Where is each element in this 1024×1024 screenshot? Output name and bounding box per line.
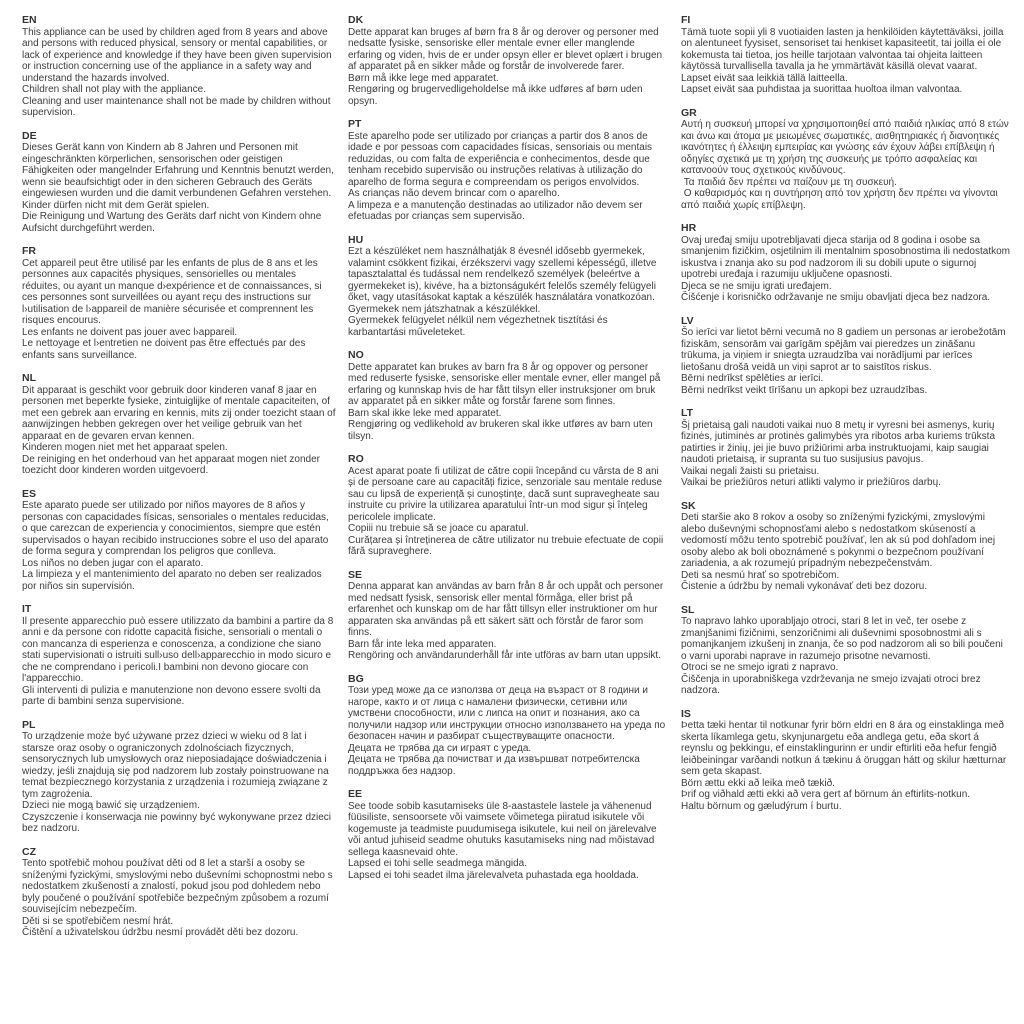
paragraph: Čiščenja in uporabniškega vzdrževanja ne smejo izvajati otroci brez nadzora. xyxy=(681,673,984,696)
paragraph: This appliance can be used by children aged from 8 years and above and persons with reduced physical, sensory or mental capabilities, or lack of experience and knowledge if they have been given supervision or instruction concerning use of the appliance in a safety way and understand the hazards involved. xyxy=(22,26,335,84)
paragraph: Curățarea și întreținerea de către utilizator nu trebuie efectuate de copii fără supraveghere. xyxy=(348,534,666,557)
paragraph: Þetta tæki hentar til notkunar fyrir börn eldri en 8 ára og einstaklinga með skerta líkamlega getu, skynjunargetu eða andlega getu, eða skort á reynslu og þekkingu, ef einstaklingurinn er undir eftirliti eða hefur fengið leiðbeiningar varðandi notkun á tækinu á öruggan hátt og skilur hætturnar sem geta skapast. xyxy=(681,720,1009,777)
language-code-pl: PL xyxy=(22,718,36,731)
section-body-hr xyxy=(681,235,1011,304)
language-code-nl: NL xyxy=(22,372,36,384)
language-code-pt: PT xyxy=(348,118,362,130)
section-hr xyxy=(681,223,1011,304)
section-hu xyxy=(348,235,666,339)
paragraph: Lapsed ei tohi selle seadmega mängida. xyxy=(348,858,528,869)
paragraph: Il presente apparecchio può essere utilizzato da bambini a partire da 8 anni e da persone con ridotte capacità fisiche, sensoriali o mentali o con mancanza di esperienza e conoscenza, a condizione che siano stati supervisionati o istruiti sull›uso dell›apparecchio in modo sicuro e che ne comprendano i pericoli.I bambini non devono giocare con l'apparecchio. xyxy=(22,615,337,684)
paragraph: Cleaning and user maintenance shall not be made by children without supervision. xyxy=(22,95,334,118)
section-bg xyxy=(348,674,666,778)
section-body-cz xyxy=(22,858,336,939)
paragraph: Haltu börnum og gæludýrum í burtu. xyxy=(681,800,842,812)
section-body-lv xyxy=(681,327,1011,396)
paragraph: Denna apparat kan användas av barn från 8 år och uppåt och personer med nedsatt fysisk, sensorisk eller mental förmåga, eller brist på erfarenhet och kunskap om de har fått tillsyn eller instruktioner om hur apparaten ska användas på ett säkert sätt och förstår de faror som finns. xyxy=(348,581,666,638)
paragraph: Ovaj uređaj smiju upotrebljavati djeca starija od 8 godina i osobe sa smanjenim fizičkim, osjetilnim ili mentalnim sposobnostima ili nedostatkom iskustva i znanja ako su pod nadzorom ili su dobili upute o sigurnoj upotrebi uređaja i razumiju uključene opasnosti. xyxy=(681,234,1013,280)
section-dk xyxy=(348,15,666,107)
section-body-fi xyxy=(681,27,1011,96)
section-body-pl xyxy=(22,731,336,835)
column-1 xyxy=(22,14,339,951)
language-code-fi: FI xyxy=(681,14,691,26)
paragraph: Deti staršie ako 8 rokov a osoby so zníženými fyzickými, zmyslovými alebo duševnými schopnosťami alebo s nedostatkom skúseností a vedomostí môžu tento spotrebič používať, len ak sú pod dohľadom inej osoby alebo ak boli oboznámené s pokynmi o bezpečnom používaní zariadenia, a ak rozumejú prípadným nebezpečenstvám. xyxy=(681,512,998,569)
paragraph: Gli interventi di pulizia e manutenzione non devono essere svolti da parte di bambini senza supervisione. xyxy=(22,684,324,707)
paragraph: Ezt a készüléket nem használhatják 8 évesnél idősebb gyermekek, valamint csökkent fizikai, érzékszervi vagy szellemi képességű, illetve tapasztalattal és tudással nem rendelkező személyek (beleértve a gyermekeket is), kivéve, ha a biztonságukért felelős személy felügyeli őket, vagy utasításokat kaptak a készülék használatára vonatkozóan. xyxy=(348,246,660,303)
section-ro xyxy=(348,454,666,558)
language-code-se: SE xyxy=(348,568,363,581)
paragraph: Bērni nedrīkst spēlēties ar ierīci. xyxy=(681,373,824,384)
paragraph: Ο καθαρισμός και η συντήρηση από τον χρήστη δεν πρέπει να γίνονται από παιδιά χωρίς επίβλεψη. xyxy=(681,188,1001,211)
paragraph: Този уред може да се използва от деца на възраст от 8 години и нагоре, както и от лица с намалени физически, сетивни или умствени способности, или с липса на опит и познания, ако са получили надзор или инструкции относно използването на уреда по безопасен начин и разбират съществуващите опасности. xyxy=(348,685,668,742)
paragraph: To urządzenie może być używane przez dzieci w wieku od 8 lat i starsze oraz osoby o ograniczonych zdolnościach fizycznych, sensorycznych lub umysłowych oraz nieposiadające doświadczenia i wiedzy, jeśli znajdują się pod nadzorem lub zostały poinstruowane na temat bezpiecznego korzystania z urządzenia i rozumieją związane z tym zagrożenia. xyxy=(22,731,332,800)
language-code-lv: LV xyxy=(681,314,694,327)
section-body-ee xyxy=(348,801,666,882)
paragraph: Cet appareil peut être utilisé par les enfants de plus de 8 ans et les personnes aux capacités physiques, sensorielles ou mentales réduites, ou ayant un manque d›expérience et de connaissances, si ces personnes sont surveillées ou ayant reçu des instructions sur l›utilisation de l›appareil de manière sécurisée et comprennent les risques encourus. xyxy=(22,257,325,326)
section-gr xyxy=(681,108,1011,212)
paragraph: Децата не трябва да си играят с уреда. xyxy=(348,742,532,754)
language-code-sl: SL xyxy=(681,603,695,616)
paragraph: Vaikai be priežiūros neturi atlikti valymo ir priežiūros darbų. xyxy=(681,477,941,488)
paragraph: Dieses Gerät kann von Kindern ab 8 Jahren und Personen mit eingeschränkten körperlichen, sensorischen oder geistigen Fähigkeiten oder mangelnder Erfahrung und Kenntnis benutzt werden, wenn sie beaufsichtigt oder in den sicheren Gebrauch des Geräts eingewiesen wurden und die damit verbundenen Gefahren verstehen. xyxy=(22,142,337,199)
paragraph: Barn skal ikke leke med apparatet. xyxy=(348,407,502,419)
language-code-ee: EE xyxy=(348,788,363,800)
column-2 xyxy=(348,15,666,893)
paragraph: Czyszczenie i konserwacja nie powinny być wykonywane przez dzieci bez nadzoru. xyxy=(22,811,334,834)
paragraph: Los niños no deben jugar con el aparato. xyxy=(22,557,204,569)
language-code-is: IS xyxy=(681,707,691,720)
section-body-ro xyxy=(348,466,666,558)
paragraph: Acest aparat poate fi utilizat de către copii începând cu vârsta de 8 ani și de persoane care au capacități fizice, senzoriale sau mentale reduse sau cu lipsă de experiență și cunoștințe, dacă sunt supravegheate sau instruite cu privire la utilizarea aparatului într-un mod sigur și înțeleg pericolele implicate. xyxy=(348,465,665,523)
paragraph: See toode sobib kasutamiseks üle 8-aastastele lastele ja vähenenud füüsiliste, sensoorsete või vaimsete võimetega piiratud isikutele või kogemuste ja teadmiste puudumisega isikutele, kui neil on järelevalve või antud juhiseid seadme ohutuks kasutamiseks ning nad mõistavad sellega kaasnevaid ohte. xyxy=(348,800,660,858)
language-code-sk: SK xyxy=(681,499,696,512)
paragraph: Lapset eivät saa puhdistaa ja suorittaa huoltoa ilman valvontaa. xyxy=(681,84,963,95)
paragraph: De reiniging en het onderhoud van het apparaat mogen niet zonder toezicht door kinderen worden uitgevoerd. xyxy=(22,453,323,476)
paragraph: A limpeza e a manutenção destinadas ao utilizador não devem ser efetuadas por crianças sem supervisão. xyxy=(348,199,646,222)
paragraph: Les enfants ne doivent pas jouer avec l›appareil. xyxy=(22,326,238,338)
section-se xyxy=(348,570,666,662)
language-code-hr: HR xyxy=(681,222,697,234)
paragraph: Gyermekek felügyelet nélkül nem végezhetnek tisztítási és karbantartási műveleteket. xyxy=(348,315,611,338)
paragraph: Este aparelho pode ser utilizado por crianças a partir dos 8 anos de idade e por pessoas com capacidades físicas, sensoriais ou mentais reduzidas, ou com falta de experiência e conhecimentos, desde que tenham recebido supervisão ou instruções relativas à utilização do aparelho de forma segura e compreendam os perigos envolvidos. xyxy=(348,130,655,188)
section-body-dk xyxy=(348,27,666,108)
section-is xyxy=(681,709,1011,813)
section-en xyxy=(22,15,336,119)
language-code-bg: BG xyxy=(348,672,364,685)
section-body-es xyxy=(22,500,336,592)
section-body-bg xyxy=(348,685,666,777)
paragraph: Čišćenje i korisničko održavanje ne smiju obavljati djeca bez nadzora. xyxy=(681,292,991,303)
paragraph: Αυτή η συσκευή μπορεί να χρησιμοποιηθεί από παιδιά ηλικίας από 8 ετών και άνω και άτομα με μειωμένες σωματικές, αισθητηριακές ή διανοητικές ικανότητες ή έλλειψη εμπειρίας και γνώσης εάν έχουν λάβει επίβλεψη ή οδηγίες σχετικά με τη χρήση της συσκευής με τρόπο ασφαλείας και κατανοούν τους σχετικούς κινδύνους. xyxy=(681,119,1012,176)
paragraph: Lapset eivät saa leikkiä tällä laitteella. xyxy=(681,72,848,84)
section-sk xyxy=(681,501,1011,593)
section-cz xyxy=(22,847,336,939)
language-code-hu: HU xyxy=(348,233,364,246)
paragraph: Dette apparatet kan brukes av barn fra 8 år og oppover og personer med reduserte fysiske, sensoriske eller mentale evner, eller mangel på erfaring og kunnskap hvis de har fått tilsyn eller instruksjoner om bruk av apparatet på en sikker måte og forstår farene som finnes. xyxy=(348,361,664,407)
language-code-gr: GR xyxy=(681,106,697,119)
paragraph: As crianças não devem brincar com o aparelho. xyxy=(348,188,560,199)
section-de xyxy=(22,131,336,235)
language-code-de: DE xyxy=(22,129,37,142)
language-code-fr: FR xyxy=(22,245,36,257)
paragraph: Rengjøring og vedlikehold av brukeren skal ikke utføres av barn uten tilsyn. xyxy=(348,419,656,442)
paragraph: Dzieci nie mogą bawić się urządzeniem. xyxy=(22,800,200,811)
paragraph: Otroci se ne smejo igrati z napravo. xyxy=(681,662,839,673)
section-body-en xyxy=(22,27,336,119)
paragraph: To napravo lahko uporabljajo otroci, stari 8 let in več, ter osebe z zmanjšanimi fizičnimi, senzoričnimi ali duševnimi sposobnostmi ali s pomanjkanjem izkušenj in znanja, če so pod nadzorom ali so bili poučeni o varni uporabi naprave in razumejo prisotne nevarnosti. xyxy=(681,616,1006,662)
section-body-fr xyxy=(22,258,336,362)
paragraph: Börn ættu ekki að leika með tækið. xyxy=(681,777,835,789)
section-fi xyxy=(681,15,1011,96)
paragraph: Šį prietaisą gali naudoti vaikai nuo 8 metų ir vyresni bei asmenys, kurių fizinės, jutiminės ar protinės galimybės yra ribotos arba kuriems trūksta patirties ir žinių, jei jie buvo prižiūrimi arba instruktuojami, kaip saugiai naudoti prietaisą, ir supranta su tuo susijusius pavojus. xyxy=(681,419,998,465)
section-body-pt xyxy=(348,131,666,223)
paragraph: Rengøring og brugervedligeholdelse må ikke udføres af børn uden opsyn. xyxy=(348,84,646,107)
paragraph: Djeca se ne smiju igrati uređajem. xyxy=(681,280,832,292)
section-body-nl xyxy=(22,384,339,477)
paragraph: Šo ierīci var lietot bērni vecumā no 8 gadiem un personas ar ierobežotām fiziskām, sensorām vai garīgām spējām vai pieredzes un zināšanu trūkuma, ja viņiem ir sniegta uzraudzība vai norādījumi par ierīces lietošanu drošā veidā un viņi saprot ar to saistītos riskus. xyxy=(681,327,1009,373)
paragraph: Este aparato puede ser utilizado por niños mayores de 8 años y personas con capacidades físicas, sensoriales o mentales reducidas, o que carezcan de experiencia y conocimientos, siempre que estén supervisados o hayan recibido instrucciones sobre el uso del aparato de forma segura y comprendan los peligros que conlleva. xyxy=(22,500,332,557)
section-es xyxy=(22,489,336,593)
paragraph: Tämä tuote sopii yli 8 vuotiaiden lasten ja henkilöiden käytettäväksi, joilla on alentuneet fyysiset, sensoriset tai henkiset kapasiteetit, tai joilla ei ole kokemusta tai tietoa, jos heille tarjotaan valvontaa tai ohjeita laitteen käytössä turvallisella tavalla ja he ymmärtävät käsillä olevat vaarat. xyxy=(681,26,1007,72)
language-code-ro: RO xyxy=(348,453,364,465)
section-pl xyxy=(22,720,336,835)
paragraph: Children shall not play with the appliance. xyxy=(22,84,206,95)
paragraph: Deti sa nesmú hrať so spotrebičom. xyxy=(681,569,840,581)
paragraph: La limpieza y el mantenimiento del aparato no deben ser realizados por niños sin supervisión. xyxy=(22,569,325,592)
paragraph: Децата не трябва да почистват и да извършват потребителска поддръжка без надзор. xyxy=(348,754,643,777)
section-body-de xyxy=(22,142,336,234)
paragraph: Lapsed ei tohi seadet ilma järelevalveta puhastada ega hooldada. xyxy=(348,869,639,881)
section-body-lt xyxy=(681,420,1011,489)
section-body-is xyxy=(681,720,1011,812)
paragraph: Čištění a uživatelskou údržbu nesmí provádět děti bez dozoru. xyxy=(22,927,299,938)
paragraph: Børn må ikke lege med apparatet. xyxy=(348,72,499,84)
section-body-no xyxy=(348,362,666,443)
section-body-sk xyxy=(681,512,1011,593)
language-code-dk: DK xyxy=(348,14,364,26)
paragraph: Þrif og viðhald ætti ekki að vera gert af börnum án eftirlits-notkun. xyxy=(681,789,971,800)
section-lv xyxy=(681,316,1011,397)
paragraph: Čistenie a údržbu by nemali vykonávať deti bez dozoru. xyxy=(681,581,928,592)
section-sl xyxy=(681,605,1011,697)
section-body-se xyxy=(348,581,666,662)
paragraph: Copiii nu trebuie să se joace cu aparatul. xyxy=(348,523,529,534)
section-body-gr xyxy=(681,119,1011,211)
paragraph: Vaikai negali žaisti su prietaisu. xyxy=(681,465,820,477)
section-fr xyxy=(22,246,336,361)
paragraph: Dit apparaat is geschikt voor gebruik door kinderen vanaf 8 jaar en personen met beperkte fysieke, zintuiglijke of mentale capaciteiten, of met een gebrek aan ervaring en kennis, mits zij onder toezicht staan of aanwijzingen hebben gekregen over het veilige gebruik van het apparaat en de gevaren ervan kennen. xyxy=(22,384,339,442)
section-body-hu xyxy=(348,246,666,338)
section-body-sl xyxy=(681,616,1011,697)
column-3 xyxy=(681,15,1011,824)
language-code-en: EN xyxy=(22,14,37,26)
paragraph: Le nettoyage et l›entretien ne doivent pas être effectués par des enfants sans surveillance. xyxy=(22,338,309,361)
paragraph: Kinderen mogen niet met het apparaat spelen. xyxy=(22,442,228,453)
paragraph: Τα παιδιά δεν πρέπει να παίζουν με τη συσκευή. xyxy=(681,176,897,188)
paragraph: Bērni nedrīkst veikt tīrīšanu un apkopi bez uzraudzības. xyxy=(681,384,928,396)
section-it xyxy=(22,604,336,708)
section-no xyxy=(348,350,666,442)
paragraph: Tento spotřebič mohou používat děti od 8 let a starší a osoby se sníženými fyzickými, smyslovými nebo duševními schopnostmi nebo s nedostatkem zkušeností a znalostí, pokud jsou pod dohledem nebo byly poučené o používání spotřebiče bezpečným způsobem a rozumí souvisejícím nebezpečím. xyxy=(22,858,336,915)
paragraph: Kinder dürfen nicht mit dem Gerät spielen. xyxy=(22,199,210,211)
section-body-it xyxy=(22,616,336,708)
section-nl xyxy=(22,372,339,477)
section-ee xyxy=(348,789,666,881)
language-code-cz: CZ xyxy=(22,845,36,858)
language-code-no: NO xyxy=(348,349,364,361)
language-code-es: ES xyxy=(22,487,37,500)
paragraph: Dette apparat kan bruges af børn fra 8 år og derover og personer med nedsatte fysiske, sensoriske eller mentale evner eller manglende erfaring og viden, hvis de er under opsyn eller er blevet oplært i brugen af apparatet på en sikker måde og forstår de involverede farer. xyxy=(348,26,665,72)
paragraph: Děti si se spotřebičem nesmí hrát. xyxy=(22,915,174,927)
language-code-it: IT xyxy=(22,603,32,615)
paragraph: Die Reinigung und Wartung des Geräts darf nicht von Kindern ohne Aufsicht durchgeführt werden. xyxy=(22,211,324,234)
section-pt xyxy=(348,119,666,223)
paragraph: Gyermekek nem játszhatnak a készülékkel. xyxy=(348,303,541,315)
paragraph: Rengöring och användarunderhåll får inte utföras av barn utan uppsikt. xyxy=(348,650,661,661)
paragraph: Barn får inte leka med apparaten. xyxy=(348,638,497,650)
language-code-lt: LT xyxy=(681,407,694,419)
section-lt xyxy=(681,408,1011,489)
